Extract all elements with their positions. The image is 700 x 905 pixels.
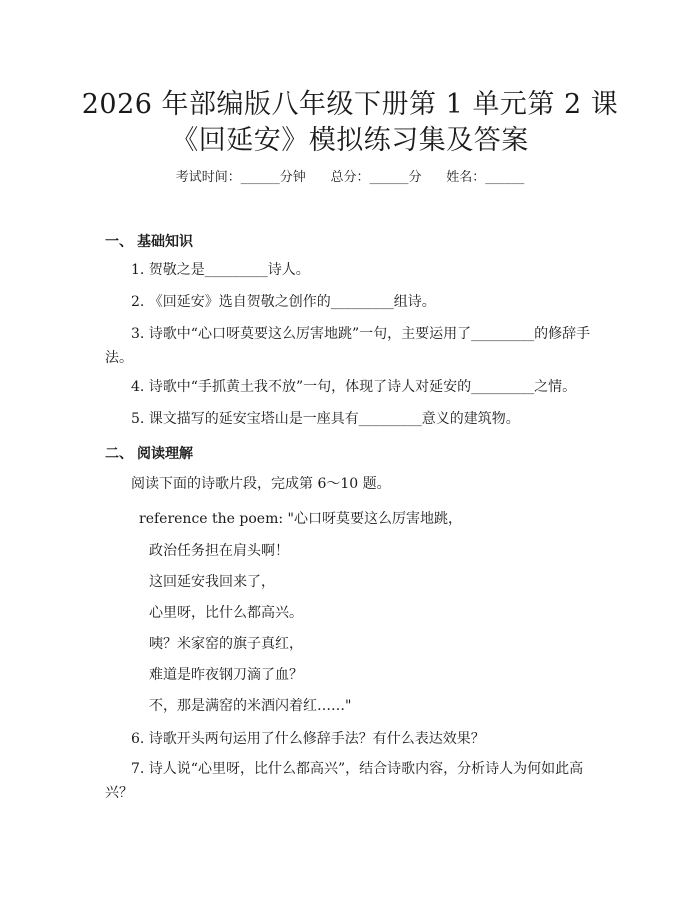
section-number: 二、 (105, 446, 133, 462)
poem-line: 咦？米家窑的旗子真红， (149, 636, 303, 652)
section-title: 基础知识 (137, 234, 193, 250)
section-heading-basic (105, 231, 193, 251)
poem-line: 这回延安我回来了， (149, 574, 275, 590)
question-2: 2. 《回延安》选自贺敬之创作的_________组诗。 (131, 294, 436, 310)
document-title-line2: 《回延安》模拟练习集及答案 (171, 125, 529, 156)
section-title: 阅读理解 (137, 446, 193, 462)
poem-line: 难道是昨夜钢刀滴了血？ (149, 667, 303, 683)
poem-line: 不，那是满窑的米酒闪着红……" (149, 698, 352, 714)
question-3: 3. 诗歌中“心口呀莫要这么厉害地跳”一句，主要运用了_________的修辞手法。 (105, 326, 591, 366)
document-title-line1: 2026 年部编版八年级下册第 1 单元第 2 课 (81, 89, 619, 120)
reading-instructions: 阅读下面的诗歌片段，完成第 6～10 题。 (131, 476, 391, 492)
question-1: 1. 贺敬之是_________诗人。 (131, 262, 310, 278)
poem-line: reference the poem: "心口呀莫要这么厉害地跳， (139, 511, 462, 527)
exam-info-line: 考试时间：______分钟 总分：______分 姓名：______ (175, 170, 525, 185)
question-4: 4. 诗歌中“手抓黄土我不放”一句，体现了诗人对延安的_________之情。 (131, 379, 577, 395)
section-heading-reading (105, 443, 193, 463)
poem-line: 政治任务担在肩头啊！ (149, 543, 289, 559)
question-5: 5. 课文描写的延安宝塔山是一座具有_________意义的建筑物。 (131, 411, 520, 427)
section-number: 一、 (105, 234, 133, 250)
poem-line: 心里呀，比什么都高兴。 (149, 605, 303, 621)
question-6: 6. 诗歌开头两句运用了什么修辞手法？有什么表达效果？ (131, 731, 485, 747)
question-7: 7. 诗人说“心里呀，比什么都高兴”，结合诗歌内容，分析诗人为何如此高兴？ (105, 761, 584, 801)
